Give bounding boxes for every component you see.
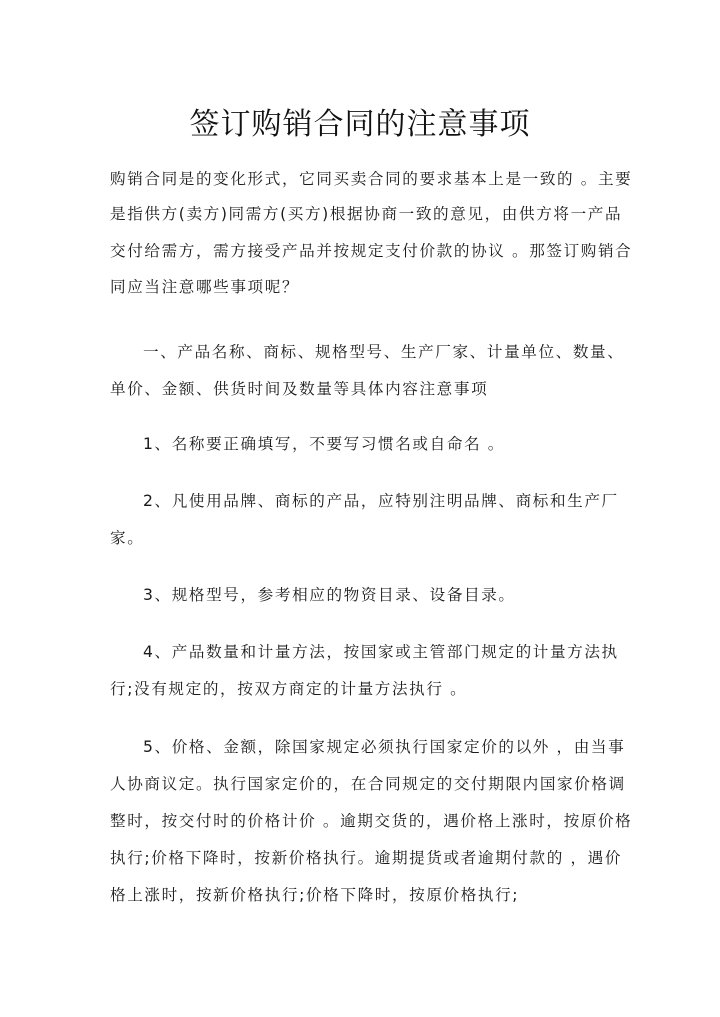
text-line: 1、名称要正确填写，不要写习惯名或自命名 。	[143, 435, 505, 453]
text-line: 交付给需方，需方接受产品并按规定支付价款的协议 。那签订购销合	[110, 242, 633, 260]
text-line: 人协商议定。执行国家定价的，在合同规定的交付期限内国家价格调	[110, 775, 626, 793]
document-title: 签订购销合同的注意事项	[189, 107, 531, 142]
text-line: 同应当注意哪些事项呢？	[110, 278, 300, 296]
text-line: 执行;价格下降时，按新价格执行。逾期提货或者逾期付款的 ，遇价	[110, 849, 623, 867]
text-line: 2、凡使用品牌、商标的产品，应特别注明品牌、商标和生产厂	[143, 492, 619, 510]
text-line: 行;没有规定的，按双方商定的计量方法执行 。	[110, 680, 468, 698]
text-line: 整时，按交付时的价格计价 。逾期交货的，遇价格上涨时，按原价格	[110, 812, 633, 830]
text-line: 一、产品名称、商标、规格型号、生产厂家、计量单位、数量、	[143, 343, 625, 361]
text-line: 格上涨时，按新价格执行;价格下降时，按原价格执行;	[110, 886, 520, 904]
text-line: 购销合同是的变化形式，它同买卖合同的要求基本上是一致的 。主要	[110, 170, 633, 188]
text-line: 单价、金额、供货时间及数量等具体内容注意事项	[110, 380, 489, 398]
text-line: 4、产品数量和计量方法，按国家或主管部门规定的计量方法执	[143, 643, 619, 661]
text-line: 5、价格、金额，除国家规定必须执行国家定价的以外 ，由当事	[143, 738, 626, 756]
text-line: 是指供方(卖方)同需方(买方)根据协商一致的意见，由供方将一产品	[110, 205, 623, 223]
text-line: 家。	[110, 529, 145, 547]
text-line: 3、规格型号，参考相应的物资目录、设备目录。	[143, 586, 516, 604]
